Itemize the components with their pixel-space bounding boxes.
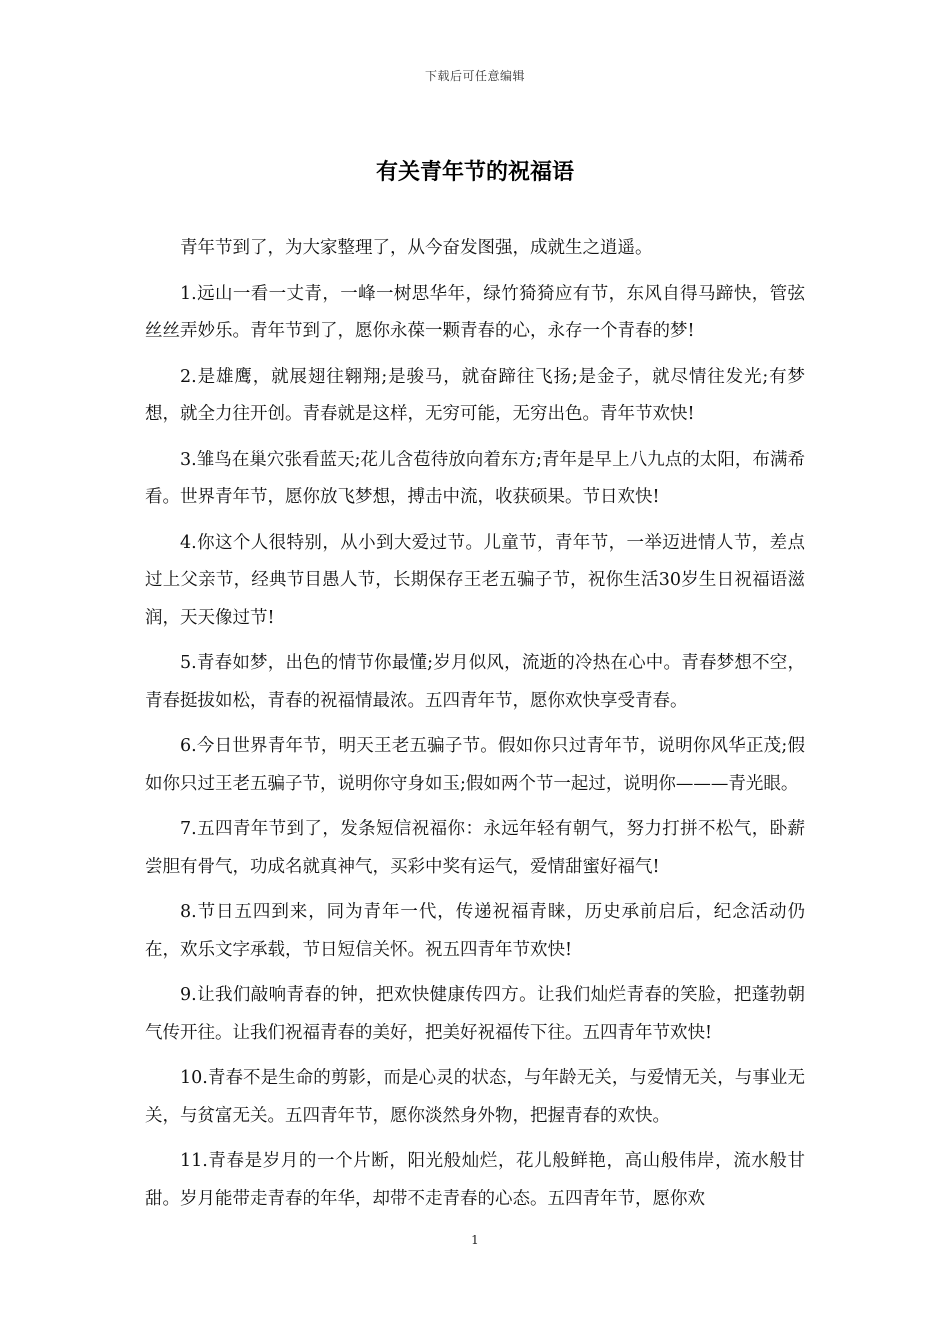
header-note: 下载后可任意编辑 xyxy=(424,69,525,83)
paragraph-5: 5.青春如梦，出色的情节你最懂;岁月似风，流逝的冷热在心中。青春梦想不空，青春挺拔如松，青春的祝福情最浓。五四青年节，愿你欢快享受青春。 xyxy=(145,653,805,711)
page-title: 有关青年节的祝福语 xyxy=(375,159,574,185)
paragraph-10: 10.青春不是生命的剪影，而是心灵的状态，与年龄无关，与爱情无关，与事业无关，与贫富无关。五四青年节，愿你淡然身外物，把握青春的欢快。 xyxy=(145,1068,805,1126)
paragraph-3: 3.雏鸟在巢穴张看蓝天;花儿含苞待放向着东方;青年是早上八九点的太阳，布满希看。世界青年节，愿你放飞梦想，搏击中流，收获硕果。节日欢快! xyxy=(145,449,805,507)
paragraph-2: 2.是雄鹰，就展翅往翱翔;是骏马，就奋蹄往飞扬;是金子，就尽情往发光;有梦想，就全力往开创。青春就是这样，无穷可能，无穷出色。青年节欢快! xyxy=(145,366,805,424)
paragraph-1: 1.远山一看一丈青，一峰一树思华年，绿竹猗猗应有节，东风自得马蹄快，管弦丝丝弄妙乐。青年节到了，愿你永葆一颗青春的心，永存一个青春的梦! xyxy=(145,283,805,341)
paragraph-7: 7.五四青年节到了，发条短信祝福你：永远年轻有朝气，努力打拼不松气，卧薪尝胆有骨气，功成名就真神气，买彩中奖有运气，爱情甜蜜好福气! xyxy=(145,819,805,877)
paragraph-11: 11.青春是岁月的一个片断，阳光般灿烂，花儿般鲜艳，高山般伟岸，流水般甘甜。岁月能带走青春的年华，却带不走青春的心态。五四青年节，愿你欢 xyxy=(145,1151,805,1209)
paragraph-4: 4.你这个人很特别，从小到大爱过节。儿童节，青年节，一举迈进情人节，差点过上父亲节，经典节目愚人节，长期保存王老五骗子节，祝你生活30岁生日祝福语滋润，天天像过节! xyxy=(145,532,805,628)
paragraph-9: 9.让我们敲响青春的钟，把欢快健康传四方。让我们灿烂青春的笑脸，把蓬勃朝气传开往。让我们祝福青春的美好，把美好祝福传下往。五四青年节欢快! xyxy=(145,985,805,1043)
page-number: 1 xyxy=(471,1233,479,1247)
paragraph-intro: 青年节到了，为大家整理了，从今奋发图强，成就生之逍遥。 xyxy=(180,238,653,258)
paragraph-6: 6.今日世界青年节，明天王老五骗子节。假如你只过青年节，说明你风华正茂;假如你只过王老五骗子节，说明你守身如玉;假如两个节一起过，说明你———青光眼。 xyxy=(145,736,805,794)
document-body xyxy=(145,230,805,1226)
paragraph-8: 8.节日五四到来，同为青年一代，传递祝福青睐，历史承前启后，纪念活动仍在，欢乐文字承载，节日短信关怀。祝五四青年节欢快! xyxy=(145,902,805,960)
